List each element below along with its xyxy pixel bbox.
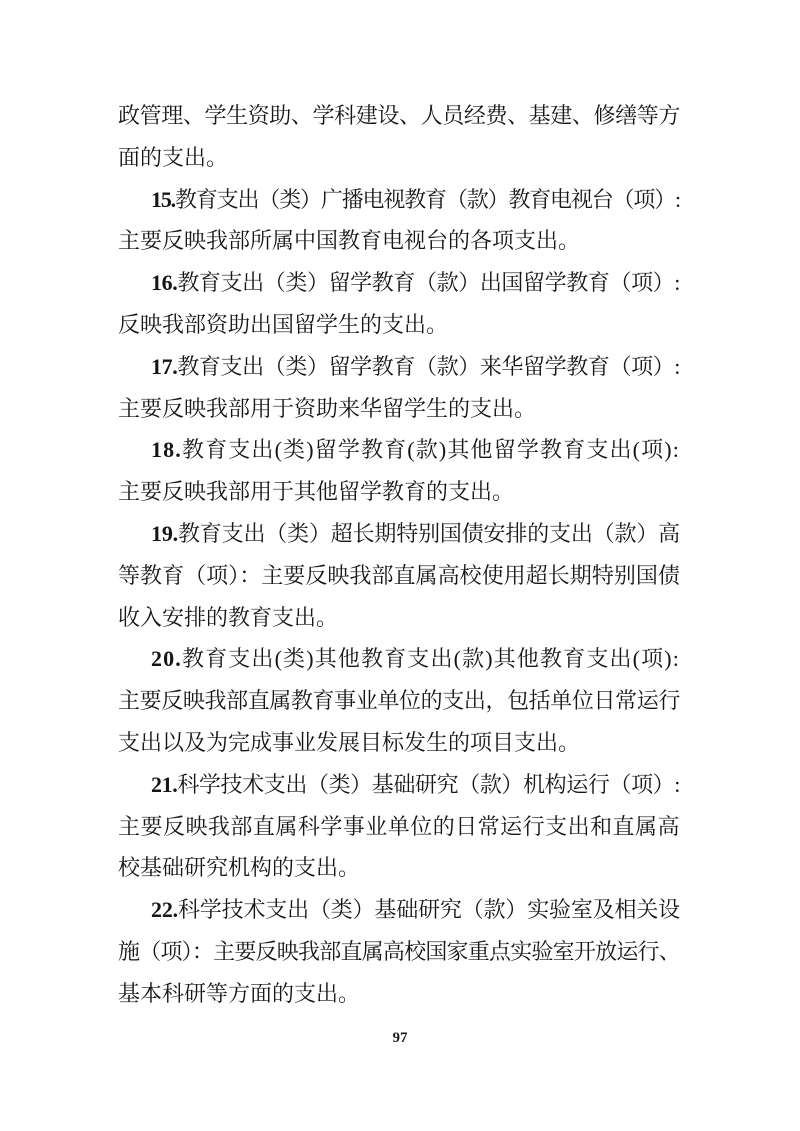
item-number: 20.	[151, 646, 182, 672]
item-number: 19.	[151, 520, 178, 546]
text-line	[118, 973, 680, 1015]
text-line	[118, 137, 680, 179]
text-line	[118, 680, 680, 722]
line-text: 教育支出(类)留学教育(款)其他留学教育支出(项):	[181, 437, 681, 463]
text-line	[118, 513, 680, 555]
item-number: 17.	[151, 353, 178, 379]
item-number: 22.	[151, 897, 178, 923]
line-text: 收入安排的教育支出。	[118, 604, 339, 630]
line-text: 科学技术支出（类）基础研究（款）实验室及相关设	[177, 897, 680, 923]
text-line	[118, 931, 680, 973]
page-number: 97	[392, 1030, 408, 1046]
line-text: 反映我部资助出国留学生的支出。	[118, 311, 449, 337]
line-text: 教育支出(类)其他教育支出(款)其他教育支出(项):	[181, 646, 681, 672]
line-text: 主要反映我部直属教育事业单位的支出，包括单位日常运行	[118, 688, 680, 714]
line-text: 面的支出。	[118, 144, 229, 170]
line-text: 教育支出（类）超长期特别国债安排的支出（款）高	[177, 520, 680, 546]
text-line	[118, 889, 680, 931]
line-text: 主要反映我部用于其他留学教育的支出。	[118, 479, 515, 505]
line-text: 校基础研究机构的支出。	[118, 855, 361, 881]
text-line	[118, 764, 680, 806]
text-line	[118, 471, 680, 513]
line-text: 基本科研等方面的支出。	[118, 980, 361, 1006]
item-number: 15.	[151, 186, 176, 212]
text-line	[118, 555, 680, 597]
document-text-block	[118, 95, 680, 1015]
item-number: 21.	[151, 771, 178, 797]
line-text: 主要反映我部用于资助来华留学生的支出。	[118, 395, 537, 421]
text-line	[118, 304, 680, 346]
text-line	[118, 346, 680, 388]
text-line	[118, 429, 680, 471]
line-text: 教育支出（类）留学教育（款）出国留学教育（项）:	[177, 270, 680, 296]
line-text: 等教育（项）：主要反映我部直属高校使用超长期特别国债	[118, 562, 680, 588]
line-text: 支出以及为完成事业发展目标发生的项目支出。	[118, 729, 581, 755]
line-text: 科学技术支出（类）基础研究（款）机构运行（项）:	[177, 771, 680, 797]
line-text: 主要反映我部所属中国教育电视台的各项支出。	[118, 228, 581, 254]
line-text: 施（项）：主要反映我部直属高校国家重点实验室开放运行、	[118, 938, 680, 964]
text-line	[118, 597, 680, 639]
line-text: 政管理、学生资助、学科建设、人员经费、基建、修缮等方	[118, 103, 680, 128]
line-text: 教育支出（类）留学教育（款）来华留学教育（项）:	[177, 353, 680, 379]
text-line	[118, 220, 680, 262]
text-line	[118, 388, 680, 430]
text-line	[118, 722, 680, 764]
text-line	[118, 638, 680, 680]
text-line	[118, 806, 680, 848]
text-line	[118, 262, 680, 304]
text-line	[118, 179, 680, 221]
item-number: 16.	[151, 270, 178, 296]
line-text: 教育支出（类）广播电视教育（款）教育电视台（项）:	[175, 186, 681, 212]
text-line	[118, 95, 680, 137]
line-text: 主要反映我部直属科学事业单位的日常运行支出和直属高	[118, 813, 680, 839]
text-line	[118, 847, 680, 889]
item-number: 18.	[151, 437, 182, 463]
